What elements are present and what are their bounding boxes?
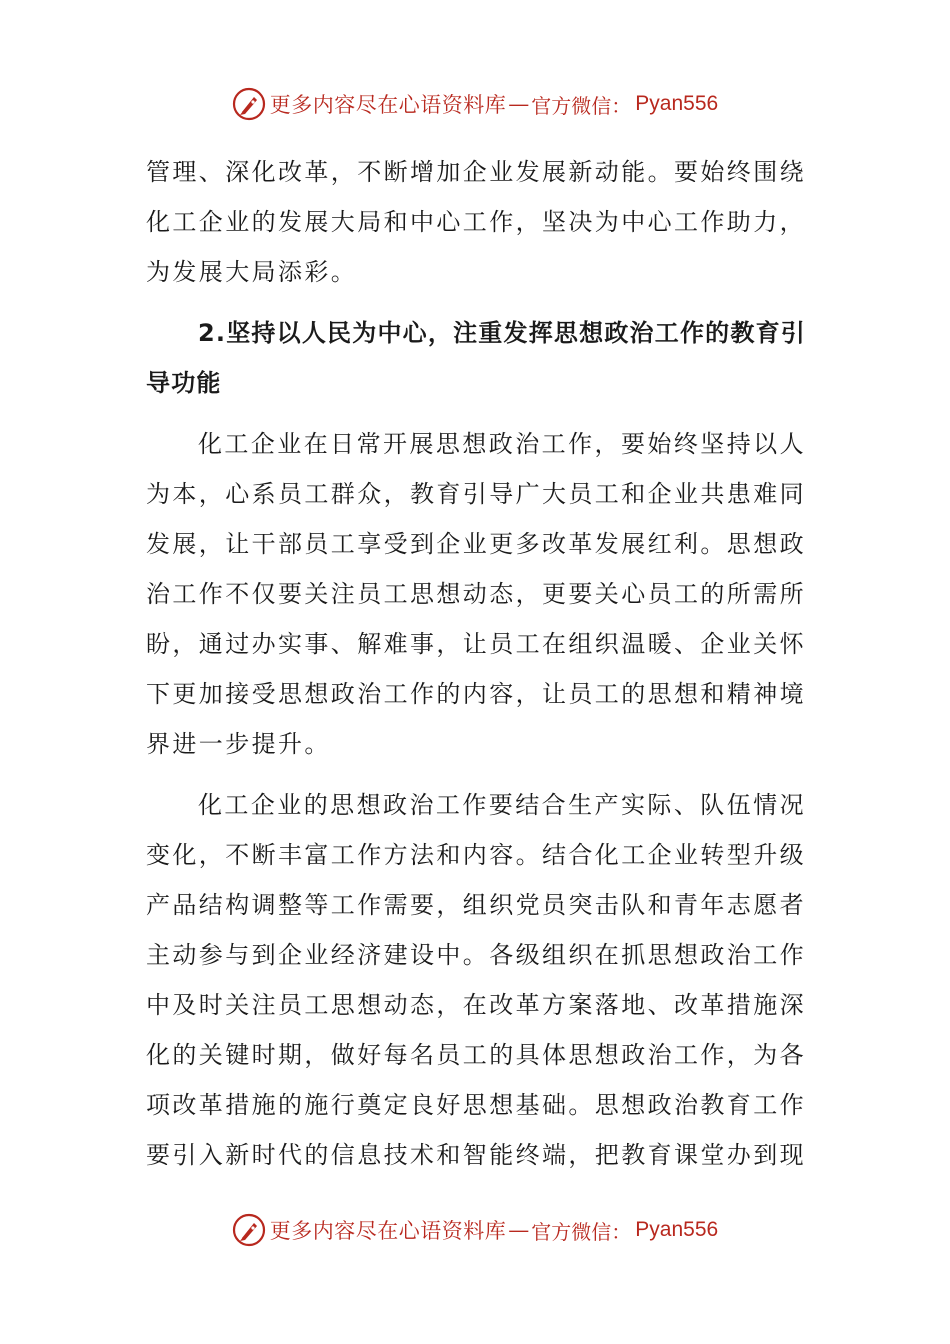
banner-dash: — — [508, 1218, 530, 1242]
paragraph-2: 化工企业在日常开展思想政治工作，要始终坚持以人为本，心系员工群众，教育引导广大员工和企业共患难同发展，让干部员工享受到企业更多改革发展红利。思想政治工作不仅要关注员工思想动态，更要关心员工的所需所盼，通过办实事、解难事，让员工在组织温暖、企业关怀下更加接受思想政治工作的内容，让员工的思想和精神境界进一步提升。 — [146, 430, 806, 758]
banner-wechat-label: 官方微信： — [531, 93, 632, 118]
banner-wechat-id: Pyan556 — [635, 1218, 719, 1241]
banner-title: 更多内容尽在心语资料库 — [269, 1219, 507, 1243]
banner-title: 更多内容尽在心语资料库 — [269, 93, 507, 117]
pen-nib-logo-icon — [232, 1213, 266, 1247]
header-banner — [0, 84, 950, 124]
banner-dash: — — [508, 92, 530, 116]
section-heading-2: 2.坚持以人民为中心，注重发挥思想政治工作的教育引导功能 — [146, 319, 806, 397]
footer-banner — [0, 1210, 950, 1250]
pen-nib-logo-icon — [232, 87, 266, 121]
banner-wechat-id: Pyan556 — [635, 92, 719, 115]
banner-wechat-label: 官方微信： — [531, 1219, 632, 1244]
paragraph-1: 管理、深化改革，不断增加企业发展新动能。要始终围绕化工企业的发展大局和中心工作，坚决为中心工作助力，为发展大局添彩。 — [146, 158, 806, 286]
paragraph-3: 化工企业的思想政治工作要结合生产实际、队伍情况变化，不断丰富工作方法和内容。结合化工企业转型升级产品结构调整等工作需要，组织党员突击队和青年志愿者主动参与到企业经济建设中。各级组织在抓思想政治工作中及时关注员工思想动态，在改革方案落地、改革措施深化的关键时期，做好每名员工的具体思想政治工作，为各项改革措施的施行奠定良好思想基础。思想政治教育工作要引入新时代的信息技术和智能终端，把教育课堂办到现 — [146, 791, 806, 1169]
